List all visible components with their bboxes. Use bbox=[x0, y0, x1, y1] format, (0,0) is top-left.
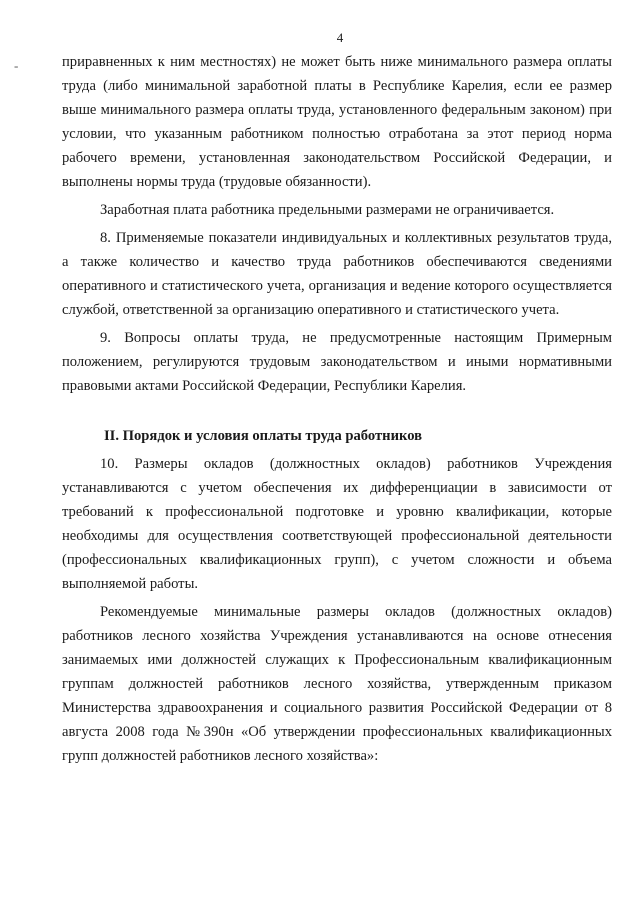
paragraph-item-9: 9. Вопросы оплаты труда, не предусмотренные настоящим Примерным положением, регулируются трудовым законодательством и иными нормативными правовыми актами Российской Федерации, Республики Карелия. bbox=[62, 330, 612, 394]
section-heading: II. Порядок и условия оплаты труда работников bbox=[104, 428, 423, 444]
paragraph-item-8: 8. Применяемые показатели индивидуальных и коллективных результатов труда, а также количество и качество труда работников обеспечиваются сведениями оперативного и статистического учета, организация и ведение которого осуществляется службой, ответственной за организацию оперативного и статистического учета. bbox=[62, 230, 612, 318]
paragraph-continuation: приравненных к ним местностях) не может быть ниже минимального размера оплаты труда (либо минимальной заработной платы в Республике Карелия, если ее размер выше минимального размера оплаты труда, установленного федеральным законом) при условии, что указанным работником полностью отработана за этот период норма рабочего времени, установленная законодательством Российской Федерации, и выполнены нормы труда (трудовые обязанности). bbox=[62, 54, 612, 190]
margin-mark: - bbox=[14, 58, 19, 73]
paragraph-item-10: 10. Размеры окладов (должностных окладов) работников Учреждения устанавливаются с учетом обеспечения их дифференциации в зависимости от требований к профессиональной подготовке и уровню квалификации, которые необходимы для осуществления соответствующей профессиональной деятельности (профессиональных квалификационных групп), с учетом сложности и объема выполняемой работы. bbox=[62, 456, 612, 592]
page-number: 4 bbox=[336, 30, 344, 45]
document-body bbox=[62, 50, 612, 768]
paragraph-salary-limit: Заработная плата работника предельными размерами не ограничивается. bbox=[100, 202, 555, 218]
paragraph-recommended-salaries: Рекомендуемые минимальные размеры окладов (должностных окладов) работников лесного хозяйства Учреждения устанавливаются на основе отнесения занимаемых ими должностей служащих к Профессиональным квалификационным группам должностей работников лесного хозяйства, утвержденным приказом Министерства здравоохранения и социального развития Российской Федерации от 8 августа 2008 года №390н «Об утверждении профессиональных квалификационных групп должностей работников лесного хозяйства»: bbox=[62, 604, 612, 764]
